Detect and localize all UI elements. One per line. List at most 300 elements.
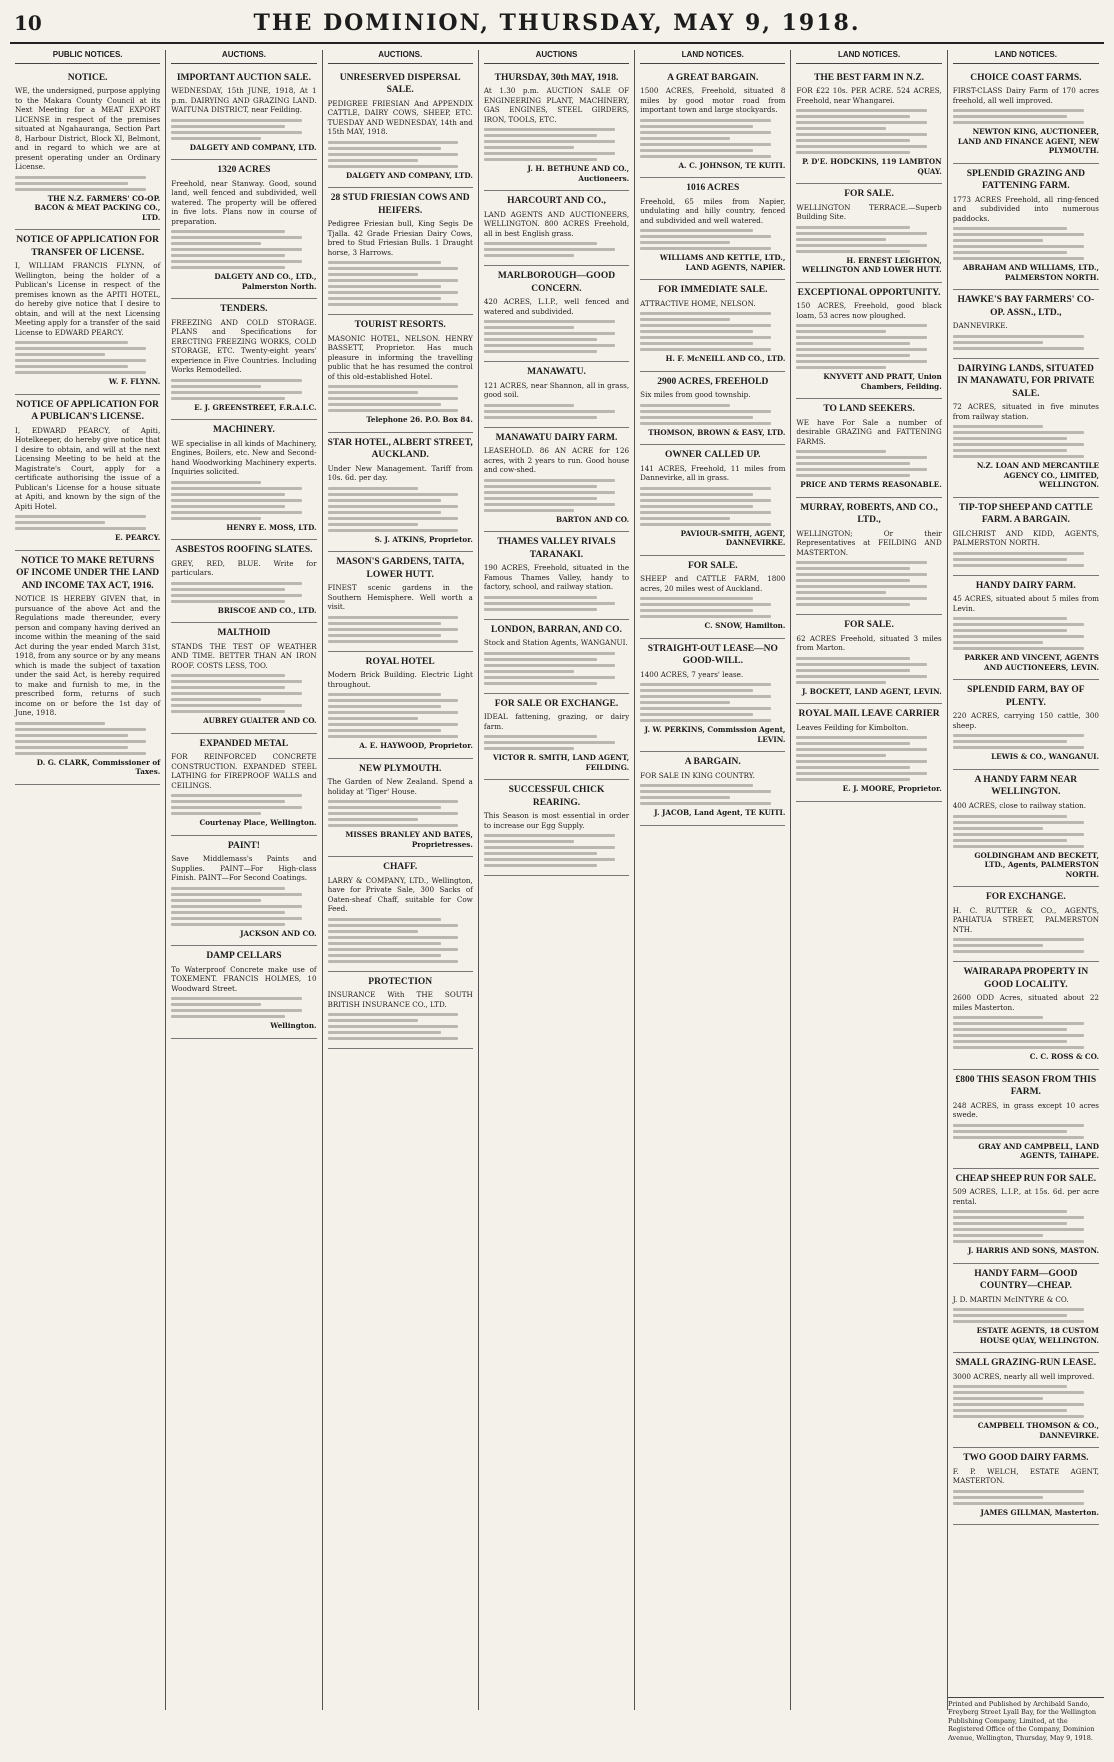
ad-title: A GREAT BARGAIN. [667, 72, 759, 83]
advertisement [171, 623, 316, 734]
advertisement [640, 445, 785, 556]
ad-body: 150 ACRES, Freehold, good black loam, 53 acres now ploughed. [796, 301, 942, 320]
ad-title: MALTHOID [217, 628, 271, 639]
ad-title: HANDY DAIRY FARM. [975, 580, 1076, 591]
ad-fine-print [15, 722, 160, 755]
ad-title: TENDERS. [220, 304, 268, 315]
advertisement [640, 372, 785, 446]
ad-fine-print [796, 561, 941, 606]
ad-fine-print [953, 335, 1099, 350]
ad-fine-print [171, 674, 316, 713]
ad-title: EXPANDED METAL [199, 738, 289, 749]
ad-body: 220 ACRES, carrying 150 cattle, 300 sheep. [952, 711, 1099, 730]
ad-fine-print [328, 800, 473, 827]
column-header: AUCTIONS. [171, 50, 316, 64]
advertisement [328, 552, 473, 652]
ad-fine-print [484, 479, 629, 512]
ad-fine-print [171, 582, 316, 603]
ad-body: F. P. WELCH, ESTATE AGENT, MASTERTON. [952, 1466, 1099, 1486]
ad-fine-print [796, 736, 941, 781]
ad-signature: PAVIOUR-SMITH, AGENT, DANNEVIRKE. [680, 528, 786, 548]
ad-body: FOR £22 10s. PER ACRE. 524 ACRES, Freehold, near Whangarei. [796, 86, 942, 105]
ad-signature: PRICE AND TERMS REASONABLE. [800, 480, 942, 490]
advertisement [328, 315, 473, 433]
advertisement [484, 620, 629, 694]
ad-body: PEDIGREE FRIESIAN And APPENDIX CATTLE, DAIRY COWS, SHEEP, ETC. TUESDAY AND WEDNESDAY, 14th and 15th MAY, 1918. [327, 98, 473, 137]
ad-fine-print [484, 596, 629, 611]
ad-body: Pedigree Friesian bull, King Segis De Tjalla. 42 Grade Friesian Dairy Cows, bred to Stud Friesian Bulls. 1 Draught horse, 3 Harrows. [327, 219, 473, 257]
ad-fine-print [796, 109, 941, 154]
ad-signature: Wellington. [270, 1021, 317, 1031]
ad-title: SMALL GRAZING-RUN LEASE. [955, 1358, 1097, 1369]
ad-signature: Courtenay Place, Wellington. [199, 818, 317, 828]
ad-fine-print [484, 834, 629, 867]
column-3 [323, 50, 479, 1710]
advertisement [171, 734, 316, 836]
ad-body: 62 ACRES Freehold, situated 3 miles from Marton. [796, 633, 942, 653]
advertisement [953, 962, 1099, 1070]
column-header: PUBLIC NOTICES. [15, 50, 160, 64]
ad-body: Leaves Feilding for Kimbolton. [796, 722, 909, 732]
advertisement [953, 576, 1099, 681]
ad-title: DAMP CELLARS [206, 951, 282, 962]
advertisement [484, 428, 629, 533]
ad-fine-print [953, 1016, 1099, 1049]
ad-fine-print [328, 487, 473, 532]
advertisement [171, 299, 316, 420]
ad-signature: AUBREY GUALTER AND CO. [203, 716, 317, 726]
ad-fine-print [15, 515, 160, 530]
ad-body: INSURANCE With THE SOUTH BRITISH INSURANCE CO., LTD. [327, 990, 473, 1009]
ad-body: GREY, RED, BLUE. Write for particulars. [171, 558, 317, 578]
ad-fine-print [171, 230, 316, 269]
ad-title: TOURIST RESORTS. [354, 320, 446, 331]
ad-body: SHEEP and CATTLE FARM, 1800 acres, 20 miles west of Auckland. [640, 574, 786, 593]
ad-title: MARLBOROUGH—GOOD CONCERN. [497, 271, 616, 294]
ad-signature: GOLDINGHAM AND BECKETT, LTD., Agents, PALMERSTON NORTH. [974, 850, 1099, 879]
ad-title: 28 STUD FRIESIAN COWS AND HEIFERS. [330, 193, 470, 216]
advertisement [796, 615, 941, 704]
ad-title: HARCOURT AND CO., [507, 196, 606, 207]
advertisement [15, 395, 160, 551]
ad-signature: J. W. PERKINS, Commission Agent, LEVIN. [644, 725, 786, 744]
ad-body: MASONIC HOTEL, NELSON. HENRY BASSETT, Proprietor. Has much pleasure in informing the travelling public that he has resumed the control of this old-established Hotel. [327, 333, 473, 381]
ad-body: FREEZING AND COLD STORAGE. PLANS and Specifications for ERECTING FREEZING WORKS, COLD STORAGE, ETC. Twenty-eight years' experience in Five Countries. Including Works Remodelled. [171, 317, 317, 375]
advertisement [796, 184, 941, 283]
masthead [10, 10, 1104, 44]
ad-body: 400 ACRES, close to railway station. [952, 801, 1087, 811]
ad-title: TO LAND SEEKERS. [823, 404, 915, 415]
advertisement [328, 972, 473, 1050]
ad-fine-print [953, 1490, 1099, 1505]
advertisement [171, 946, 316, 1039]
ad-signature: CAMPBELL THOMSON & CO., DANNEVIRKE. [977, 1421, 1099, 1440]
column-header: AUCTIONS [484, 50, 629, 64]
ad-body: 1773 ACRES Freehold, all ring-fenced and subdivided into numerous paddocks. [952, 194, 1099, 223]
ad-signature: MISSES BRANLEY AND BATES, Proprietresses. [345, 830, 473, 849]
newspaper-page [10, 10, 1104, 1742]
advertisement [15, 551, 160, 785]
ad-fine-print [328, 1013, 473, 1040]
ad-title: NOTICE TO MAKE RETURNS OF INCOME UNDER THE LAND AND INCOME TAX ACT, 1916. [16, 555, 160, 591]
ad-body: I, WILLIAM FRANCIS FLYNN, of Wellington, being the holder of a Publican's License in respect of the premises known as the APITI HOTEL, do hereby give notice that I desire to obtain, and will at the next Licensing Meeting apply for a transfer of the said License to EDWARD PEARCY. [15, 261, 161, 337]
advertisement [328, 433, 473, 553]
advertisement [484, 68, 629, 192]
ad-fine-print [171, 997, 316, 1018]
ad-body: Stock and Station Agents, WANGANUI. [483, 638, 628, 648]
ad-signature: ABRAHAM AND WILLIAMS, LTD., PALMERSTON NORTH. [962, 263, 1099, 282]
advertisement [953, 770, 1099, 887]
ad-body: 420 ACRES, L.I.P., well fenced and watered and subdivided. [483, 297, 630, 316]
ad-fine-print [484, 735, 629, 750]
ad-fine-print [640, 404, 785, 425]
ad-title: EXCEPTIONAL OPPORTUNITY. [797, 287, 941, 298]
advertisement [484, 532, 629, 620]
ad-signature: A. C. JOHNSON, TE KUITI. [678, 160, 786, 170]
ad-fine-print [953, 1210, 1099, 1243]
ad-signature: DALGETY AND COMPANY, LTD. [346, 170, 473, 180]
newspaper-title: THE DOMINION, THURSDAY, MAY 9, 1918. [253, 10, 861, 36]
advertisement [640, 639, 785, 753]
ad-title: UNRESERVED DISPERSAL SALE. [339, 72, 461, 96]
ad-body: STANDS THE TEST OF WEATHER AND TIME. BETTER THAN AN IRON ROOF. COSTS LESS, TOO. [171, 641, 317, 670]
ad-fine-print [328, 385, 473, 412]
ad-body: WE specialise in all kinds of Machinery, Engines, Boilers, etc. New and Second-hand Woodworking Machinery experts. Inquiries solicited. [171, 438, 317, 477]
advertisement [484, 191, 629, 266]
ad-signature: JAMES GILLMAN, Masterton. [980, 1507, 1099, 1517]
ad-fine-print [953, 1308, 1099, 1323]
ad-fine-print [640, 312, 785, 351]
ad-body: FOR REINFORCED CONCRETE CONSTRUCTION. EXPANDED STEEL LATHING for FIREPROOF WALLS and CEILINGS. [171, 752, 317, 790]
ad-fine-print [796, 324, 941, 369]
advertisement [796, 283, 941, 400]
advertisement [15, 230, 160, 395]
ad-title: TIP-TOP SHEEP AND CATTLE FARM. A BARGAIN. [958, 502, 1093, 526]
ad-signature: THE N.Z. FARMERS' CO-OP. BACON & MEAT PACKING CO., LTD. [34, 193, 161, 222]
ad-title: PROTECTION [368, 976, 433, 987]
ad-title: MACHINERY. [212, 425, 275, 436]
advertisement [796, 68, 941, 185]
ad-body: IDEAL fattening, grazing, or dairy farm. [483, 712, 630, 731]
ad-body: GILCHRIST AND KIDD, AGENTS, PALMERSTON NORTH. [952, 528, 1099, 548]
ad-body: To Waterproof Concrete make use of TOXEMENT. FRANCIS HOLMES, 10 Woodward Street. [171, 964, 317, 993]
ad-body: This Season is most essential in order to increase our Egg Supply. [483, 811, 630, 830]
advertisement [328, 188, 473, 315]
ad-body: At 1.30 p.m. AUCTION SALE OF ENGINEERING PLANT, MACHINERY, GAS ENGINES, STEEL GIRDERS, IRON, TOOLS, ETC. [483, 86, 630, 124]
ad-body: 190 ACRES, Freehold, situated in the Famous Thames Valley, handy to factory, school, and railway station. [483, 563, 630, 592]
ad-signature: LEWIS & CO., WANGANUI. [991, 752, 1099, 762]
ad-signature: E. J. GREENSTREET, F.R.A.I.C. [194, 402, 317, 412]
ad-signature: E. PEARCY. [114, 533, 161, 543]
ad-fine-print [953, 552, 1099, 567]
ad-fine-print [640, 119, 785, 158]
ad-signature: A. E. HAYWOOD, Proprietor. [359, 741, 473, 751]
ad-body: 1500 ACRES, Freehold, situated 8 miles by good motor road from important town and large stockyards. [640, 86, 786, 115]
ad-signature: C. SNOW, Hamilton. [704, 621, 786, 631]
ad-title: WAIRARAPA PROPERTY IN GOOD LOCALITY. [963, 967, 1089, 990]
ad-body: J. D. MARTIN McINTYRE & CO. [952, 1294, 1069, 1304]
ad-body: LAND AGENTS AND AUCTIONEERS, WELLINGTON. 800 ACRES Freehold, all in best English grass. [483, 209, 630, 238]
columns-container [10, 50, 1104, 1710]
ad-title: PAINT! [227, 840, 260, 851]
ad-fine-print [15, 176, 160, 191]
ad-title: IMPORTANT AUCTION SALE. [176, 72, 312, 83]
ad-title: DAIRYING LANDS, SITUATED IN MANAWATU, FOR PRIVATE SALE. [957, 363, 1095, 399]
ad-fine-print [640, 683, 785, 722]
ad-title: THURSDAY, 30th MAY, 1918. [494, 72, 619, 83]
ad-fine-print [953, 1385, 1099, 1418]
ad-signature: H. ERNEST LEIGHTON, WELLINGTON AND LOWER HUTT. [801, 255, 942, 275]
ad-title: SPLENDID FARM, BAY OF PLENTY. [967, 685, 1085, 708]
ad-title: LONDON, BARRAN, AND CO. [491, 624, 622, 635]
advertisement [484, 780, 629, 876]
ad-body: WE have For Sale a number of desirable GRAZING and FATTENING FARMS. [796, 417, 942, 446]
advertisement [640, 752, 785, 826]
ad-signature: VICTOR R. SMITH, LAND AGENT, FEILDING. [493, 753, 630, 772]
ad-fine-print [953, 815, 1099, 848]
ad-fine-print [953, 617, 1099, 650]
ad-body: H. C. RUTTER & CO., AGENTS, PAHIATUA STREET, PALMERSTON NTH. [952, 905, 1099, 934]
advertisement [328, 759, 473, 858]
page-number: 10 [14, 11, 42, 35]
column-4 [479, 50, 635, 1710]
ad-signature: D. G. CLARK, Commissioner of Taxes. [36, 757, 161, 777]
ad-body: I, EDWARD PEARCY, of Apiti, Hotelkeeper, do hereby give notice that I desire to obtain, and will at the next Licensing Meeting to be held at the Magistrate's Court, apply for a certificate authorising the issue of a Publican's License for a house situate at Apiti, and known by the sign of the Apiti Hotel. [15, 425, 161, 511]
ad-title: THE BEST FARM IN N.Z. [814, 72, 925, 83]
ad-signature: W. F. FLYNN. [108, 377, 161, 387]
ad-body: WELLINGTON TERRACE.—Superb Building Site. [796, 202, 942, 222]
ad-title: A HANDY FARM NEAR WELLINGTON. [974, 774, 1078, 798]
column-header: LAND NOTICES. [796, 50, 941, 64]
ad-signature: KNYVETT AND PRATT, Union Chambers, Feilding. [823, 372, 942, 391]
ad-title: THAMES VALLEY RIVALS TARANAKI. [497, 537, 616, 560]
ad-signature: JACKSON AND CO. [240, 928, 317, 938]
advertisement [953, 1448, 1099, 1525]
ad-body: Modern Brick Building. Electric Light throughout. [327, 670, 473, 689]
ad-signature: PARKER AND VINCENT, AGENTS AND AUCTIONEERS, LEVIN. [964, 653, 1099, 672]
ad-signature: E. J. MOORE, Proprietor. [842, 784, 942, 794]
ad-title: HAWKE'S BAY FARMERS' CO-OP. ASSN., LTD., [957, 295, 1095, 318]
ad-title: 1320 ACRES [217, 165, 271, 176]
ad-fine-print [484, 320, 629, 353]
ad-fine-print [640, 784, 785, 805]
advertisement [796, 704, 941, 802]
ad-title: NOTICE. [67, 72, 108, 83]
ad-signature: DALGETY AND CO., LTD., Palmerston North. [214, 272, 317, 291]
ad-fine-print [640, 229, 785, 250]
advertisement [953, 290, 1099, 359]
advertisement [171, 68, 316, 161]
advertisement [796, 498, 941, 616]
ad-title: CHEAP SHEEP RUN FOR SALE. [955, 1173, 1097, 1184]
ad-signature: J. JACOB, Land Agent, TE KUITI. [654, 808, 786, 818]
ad-title: NOTICE OF APPLICATION FOR A PUBLICAN'S LICENSE. [16, 399, 160, 423]
ad-body: LEASEHOLD. 86 AN ACRE for 126 acres, with 2 years to run. Good house and cow-shed. [483, 446, 630, 475]
advertisement [328, 68, 473, 189]
advertisement [640, 280, 785, 372]
ad-body: Freehold, 65 miles from Napier, undulating and hilly country, fenced and subdivided and well watered. [640, 196, 786, 225]
ad-body: WELLINGTON; Or their Representatives at FEILDING AND MASTERTON. [796, 528, 942, 557]
ad-fine-print [484, 128, 629, 161]
advertisement [171, 836, 316, 947]
ad-body: 141 ACRES, Freehold, 11 miles from Dannevirke, all in grass. [640, 463, 786, 483]
ad-fine-print [484, 404, 629, 419]
ad-body: LARRY & COMPANY, LTD., Wellington, have for Private Sale, 300 Sacks of Oaten-sheaf Chaff, suitable for Cow Feed. [327, 875, 473, 914]
advertisement [328, 652, 473, 759]
ad-body: The Garden of New Zealand. Spend a holiday at 'Tiger' House. [327, 777, 473, 796]
ad-title: MANAWATU DAIRY FARM. [495, 432, 618, 443]
advertisement [953, 1264, 1099, 1354]
ad-body: Under New Management. Tariff from 10s. 6d. per day. [327, 463, 473, 483]
ad-title: SUCCESSFUL CHICK REARING. [508, 785, 605, 808]
ad-fine-print [171, 481, 316, 520]
ad-fine-print [796, 657, 941, 684]
ad-fine-print [640, 487, 785, 526]
ad-body: DANNEVIRKE. [952, 321, 1008, 331]
ad-body: 509 ACRES, L.I.P., at 15s. 6d. per acre rental. [952, 1187, 1099, 1206]
ad-signature: J. HARRIS AND SONS, MASTON. [967, 1246, 1099, 1256]
ad-title: MURRAY, ROBERTS, AND CO., LTD., [800, 502, 938, 526]
ad-body: NOTICE IS HEREBY GIVEN that, in pursuance of the above Act and the Regulations made thereunder, every person and company having derived an income within the meaning of the said Act during the year ended March 31st, 1918, from any source or by any means which is made the subject of taxation under the said Act, is hereby required to make and furnish to me, in the prescribed form, returns of such income on or before the 1st day of June, 1918. [15, 594, 161, 718]
ad-body: FOR SALE IN KING COUNTRY. [640, 770, 755, 780]
ad-body: ATTRACTIVE HOME, NELSON. [640, 298, 756, 308]
ad-body: 121 ACRES, near Shannon, all in grass, good soil. [483, 380, 630, 400]
ad-fine-print [953, 1124, 1099, 1139]
ad-signature: H. F. McNEILL AND CO., LTD. [665, 354, 786, 364]
ad-title: SPLENDID GRAZING AND FATTENING FARM. [966, 168, 1085, 192]
advertisement [15, 68, 160, 231]
ad-fine-print [953, 734, 1099, 749]
advertisement [953, 680, 1099, 770]
advertisement [796, 399, 941, 498]
advertisement [484, 266, 629, 362]
advertisement [953, 498, 1099, 576]
ad-signature: BARTON AND CO. [556, 514, 630, 524]
ad-title: NOTICE OF APPLICATION FOR TRANSFER OF LICENSE. [16, 235, 160, 258]
ad-body: 1400 ACRES, 7 years' lease. [640, 669, 744, 679]
ad-title: ROYAL MAIL LEAVE CARRIER [798, 709, 940, 720]
ad-title: NEW PLYMOUTH. [359, 763, 442, 774]
ad-signature: THOMSON, BROWN & EASY, LTD. [648, 427, 786, 437]
ad-fine-print [796, 226, 941, 253]
ad-body: Save Middlemass's Paints and Supplies. PAINT—For High-class Finish. PAINT—For Second Coatings. [171, 854, 317, 883]
ad-title: MANAWATU. [527, 367, 586, 378]
ad-signature: Telephone 26. P.O. Box 84. [366, 415, 473, 425]
ad-body: 72 ACRES, situated in five minutes from railway station. [952, 402, 1099, 421]
ad-title: CHOICE COAST FARMS. [970, 72, 1082, 83]
advertisement [640, 556, 785, 639]
column-header: LAND NOTICES. [953, 50, 1099, 64]
advertisement [953, 1070, 1099, 1169]
ad-title: £800 THIS SEASON FROM THIS FARM. [955, 1074, 1097, 1098]
ad-title: STRAIGHT-OUT LEASE—NO GOOD-WILL. [647, 643, 778, 667]
advertisement [953, 1169, 1099, 1264]
ad-title: MASON'S GARDENS, TAITA, LOWER HUTT. [336, 557, 465, 580]
ad-signature: J. H. BETHUNE AND CO., Auctioneers. [527, 164, 630, 183]
advertisement [484, 694, 629, 781]
ad-body: Freehold, near Stanway. Good, sound land, well fenced and subdivided, well watered. The property will be offered in five lots. Plans now in course of preparation. [171, 178, 317, 226]
ad-title: ASBESTOS ROOFING SLATES. [175, 545, 313, 556]
ad-fine-print [15, 341, 160, 374]
ad-fine-print [328, 141, 473, 168]
imprint-footer: Printed and Published by Archibald Sando, Freyberg Street Lyall Bay, for the Wellington Publishing Company, Limited, at the Registered Office of the Company, Dominion Avenue, Wellington, Thursday, May 9, 1918. [948, 1697, 1104, 1742]
ad-title: CHAFF. [383, 862, 418, 873]
ad-title: TWO GOOD DAIRY FARMS. [963, 1453, 1089, 1464]
ad-fine-print [328, 261, 473, 306]
ad-body: WE, the undersigned, purpose applying to the Makara County Council at its Next Meeting for a MEAT EXPORT LICENSE in respect of the premises situated at Ngahauranga, Section Part 8, Harbour District, Block XI, Belmont, and in regard to which we are at present operating under an Ordinary License. [15, 86, 161, 172]
ad-title: A BARGAIN. [684, 757, 741, 768]
column-1 [10, 50, 166, 1710]
advertisement [640, 178, 785, 280]
ad-fine-print [484, 652, 629, 685]
column-6 [791, 50, 947, 1710]
ad-fine-print [328, 918, 473, 963]
advertisement [953, 359, 1099, 498]
ad-signature: N.Z. LOAN AND MERCANTILE AGENCY CO., LIMITED, WELLINGTON. [976, 461, 1099, 490]
ad-signature: NEWTON KING, AUCTIONEER, LAND AND FINANCE AGENT, NEW PLYMOUTH. [957, 127, 1099, 156]
advertisement [171, 160, 316, 299]
ad-title: FOR SALE. [844, 189, 894, 200]
ad-signature: ESTATE AGENTS, 18 CUSTOM HOUSE QUAY, WELLINGTON. [976, 1326, 1099, 1345]
ad-signature: WILLIAMS AND KETTLE, LTD., LAND AGENTS, NAPIER. [659, 253, 786, 272]
advertisement [328, 857, 473, 972]
ad-fine-print [328, 693, 473, 738]
ad-body: 45 ACRES, situated about 5 miles from Levin. [952, 594, 1099, 613]
ad-fine-print [953, 227, 1099, 260]
ad-fine-print [953, 109, 1099, 124]
ad-fine-print [953, 938, 1099, 953]
ad-title: FOR EXCHANGE. [986, 892, 1066, 903]
ad-signature: GRAY AND CAMPBELL, LAND AGENTS, TAIHAPE. [978, 1141, 1099, 1161]
advertisement [953, 164, 1099, 291]
ad-title: 1016 ACRES [686, 183, 740, 194]
ad-fine-print [953, 425, 1099, 458]
ad-body: 2600 ODD Acres, situated about 22 miles Masterton. [952, 993, 1099, 1012]
ad-fine-print [328, 616, 473, 643]
ad-signature: HENRY E. MOSS, LTD. [226, 522, 317, 532]
ad-title: FOR SALE OR EXCHANGE. [494, 698, 619, 709]
ad-title: 2900 ACRES, FREEHOLD [657, 376, 769, 387]
ad-signature: P. D'E. HODCKINS, 119 LAMBTON QUAY. [802, 157, 942, 176]
advertisement [953, 68, 1099, 164]
ad-fine-print [640, 597, 785, 618]
ad-body: 248 ACRES, in grass except 10 acres swede. [952, 1100, 1099, 1120]
ad-fine-print [796, 450, 941, 477]
ad-title: HANDY FARM—GOOD COUNTRY—CHEAP. [974, 1268, 1078, 1292]
ad-title: FOR SALE. [844, 620, 894, 631]
ad-signature: BRISCOE AND CO., LTD. [217, 605, 317, 615]
advertisement [953, 1353, 1099, 1448]
ad-fine-print [484, 242, 629, 257]
ad-title: OWNER CALLED UP. [665, 450, 761, 461]
ad-fine-print [171, 379, 316, 400]
ad-body: FIRST-CLASS Dairy Farm of 170 acres freehold, all well improved. [952, 86, 1099, 105]
ad-signature: J. BOCKETT, LAND AGENT, LEVIN. [801, 686, 942, 696]
ad-title: FOR SALE. [687, 560, 738, 571]
ad-signature: C. C. ROSS & CO. [1029, 1052, 1099, 1062]
ad-title: STAR HOTEL, ALBERT STREET, AUCKLAND. [327, 437, 473, 461]
column-header: LAND NOTICES. [640, 50, 785, 64]
ad-fine-print [171, 887, 316, 926]
advertisement [484, 362, 629, 428]
ad-body: Six miles from good township. [640, 390, 751, 400]
column-7 [948, 50, 1104, 1710]
ad-body: FINEST scenic gardens in the Southern Hemisphere. Well worth a visit. [327, 583, 473, 612]
advertisement [953, 887, 1099, 962]
column-header: AUCTIONS. [328, 50, 473, 64]
column-2 [166, 50, 322, 1710]
advertisement [171, 420, 316, 540]
